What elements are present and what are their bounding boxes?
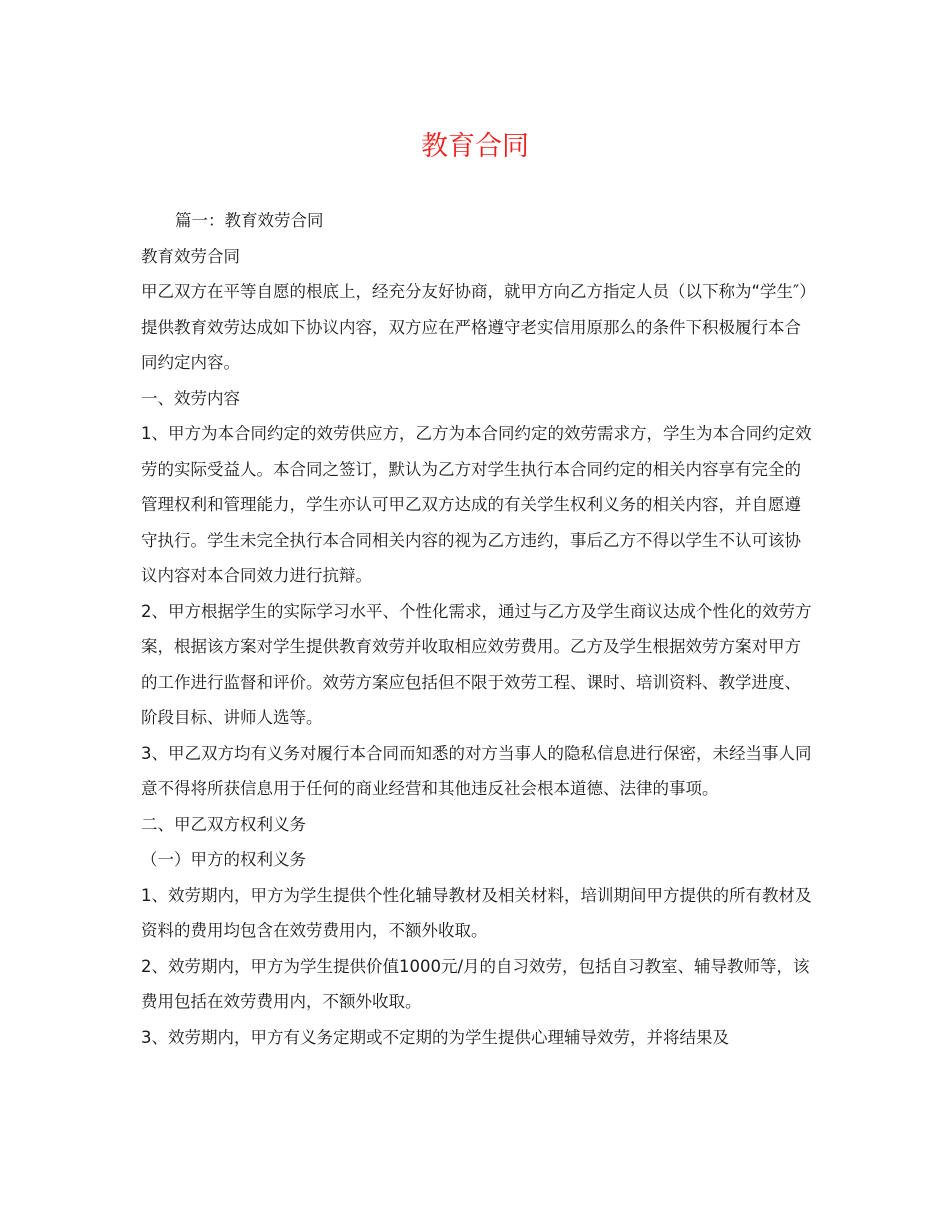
paragraph: 1、甲方为本合同约定的效劳供应方，乙方为本合同约定的效劳需求方，学生为本合同约定效劳的实际受益人。本合同之签订，默认为乙方对学生执行本合同约定的相关内容享有完全的管理权利和管理能力，学生亦认可甲乙双方达成的有关学生权利义务的相关内容，并自愿遵守执行。学生未完全执行本合同相关内容的视为乙方违约，事后乙方不得以学生不认可该协议内容对本合同效力进行抗辩。 xyxy=(141,424,812,585)
section-heading: 篇一：教育效劳合同 xyxy=(175,211,324,230)
paragraph: 甲乙双方在平等自愿的根底上，经充分友好协商，就甲方向乙方指定人员（以下称为“学生″）提供教育效劳达成如下协议内容，双方应在严格遵守老实信用原那么的条件下积极履行本合同约定内容。 xyxy=(141,282,816,372)
paragraph: 2、甲方根据学生的实际学习水平、个性化需求，通过与乙方及学生商议达成个性化的效劳方案，根据该方案对学生提供教育效劳并收取相应效劳费用。乙方及学生根据效劳方案对甲方的工作进行监督和评价。效劳方案应包括但不限于效劳工程、课时、培训资料、教学进度、阶段目标、讲师人选等。 xyxy=(141,601,812,727)
document-title: 教育合同 xyxy=(421,131,529,162)
document-body xyxy=(141,203,817,1055)
contract-name: 教育效劳合同 xyxy=(141,246,240,266)
paragraph: 3、效劳期内，甲方有义务定期或不定期的为学生提供心理辅导效劳，并将结果及 xyxy=(141,1027,729,1047)
section-heading: 一、效劳内容 xyxy=(141,388,240,408)
section-heading: 二、甲乙双方权利义务 xyxy=(141,814,306,834)
paragraph: 2、效劳期内，甲方为学生提供价值1000元/月的自习效劳，包括自习教室、辅导教师等，该费用包括在效劳费用内，不额外收取。 xyxy=(141,956,810,1011)
paragraph: 1、效劳期内，甲方为学生提供个性化辅导教材及相关材料，培训期间甲方提供的所有教材及资料的费用均包含在效劳费用内，不额外收取。 xyxy=(141,885,812,940)
subsection-heading: （一）甲方的权利义务 xyxy=(141,850,306,869)
paragraph: 3、甲乙双方均有义务对履行本合同而知悉的对方当事人的隐私信息进行保密，未经当事人同意不得将所获信息用于任何的商业经营和其他违反社会根本道德、法律的事项。 xyxy=(141,743,812,798)
